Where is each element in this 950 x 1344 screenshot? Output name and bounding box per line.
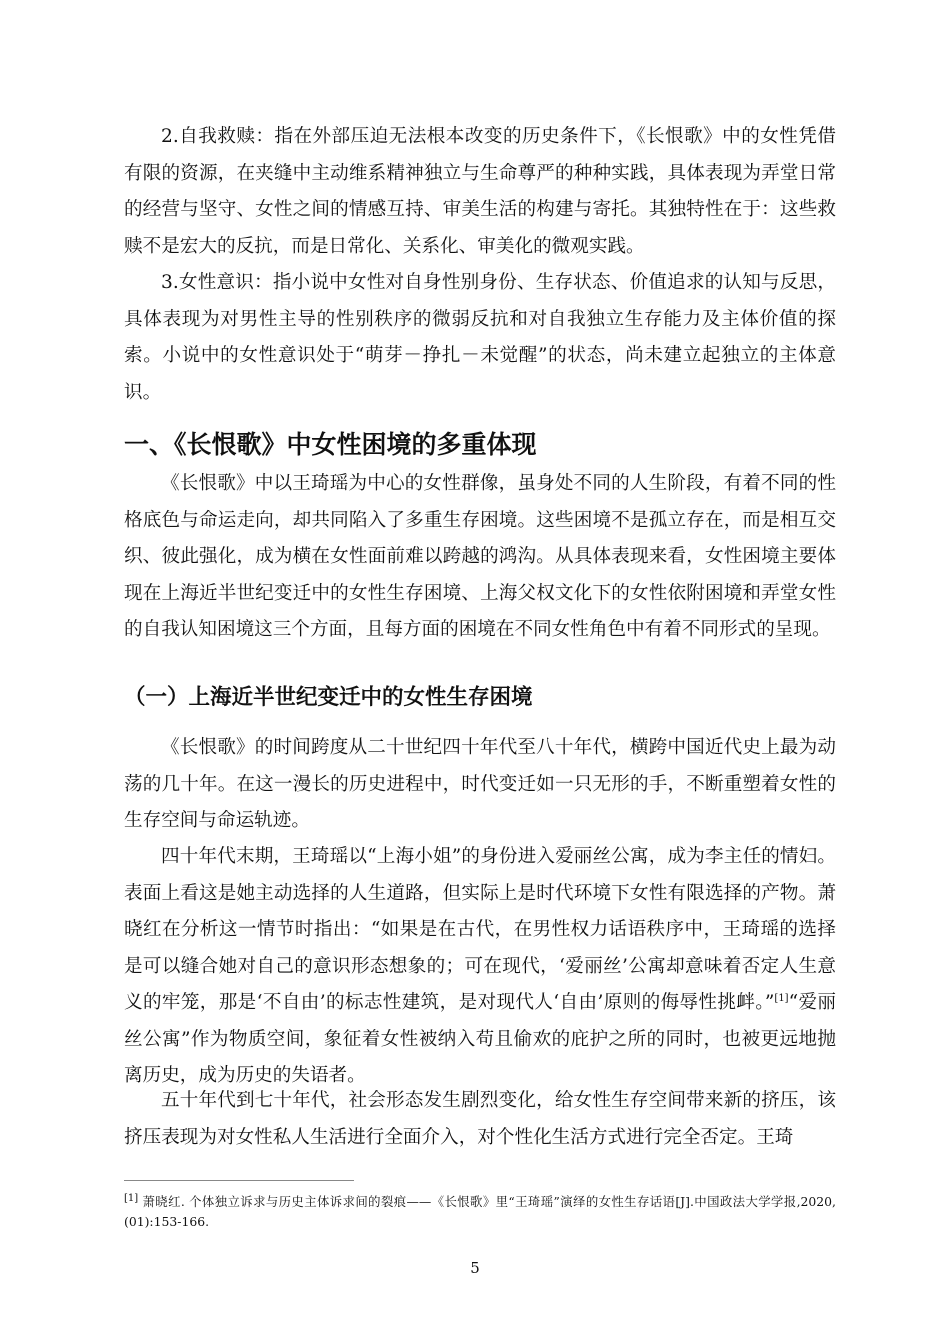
footnote-divider xyxy=(124,1180,354,1181)
subsection-heading-1: （一）上海近半世纪变迁中的女性生存困境 xyxy=(124,685,533,710)
paragraph-text: 四十年代末期，王琦瑶以“上海小姐”的身份进入爱丽丝公寓，成为李主任的情妇。表面上看这是她主动选择的人生道路，但实际上是时代环境下女性有限选择的产物。萧晓红在分析这一情节时指出：“如果是在古代，在男性权力话语秩序中，王琦瑶的选择是可以缝合她对自己的意识形态想象的；可在现代，‘爱丽丝’公寓却意味着否定人生意义的牢笼，那是‘不自由’的标志性建筑，是对现代人‘自由’原则的侮辱性挑衅。” xyxy=(124,846,836,1013)
paragraph-text: “爱丽丝公寓”作为物质空间，象征着女性被纳入苟且偷欢的庇护之所的同时，也被更远地抛离历史，成为历史的失语者。 xyxy=(124,992,836,1086)
footnote-text: 萧晓红. 个体独立诉求与历史主体诉求间的裂痕——《长恨歌》里“王琦瑶”演绎的女性生存话语[J].中国政法大学学报,2020,(01):153-166. xyxy=(124,1194,836,1229)
page-number: 5 xyxy=(470,1259,480,1277)
footnote-marker: [1] xyxy=(124,1192,139,1204)
definition-self-redemption: 2.自我救赎：指在外部压迫无法根本改变的历史条件下，《长恨歌》中的女性凭借有限的资源，在夹缝中主动维系精神独立与生命尊严的种种实践，具体表现为弄堂日常的经营与坚守、女性之间的情感互持、审美生活的构建与寄托。其独特性在于：这些救赎不是宏大的反抗，而是日常化、关系化、审美化的微观实践。 xyxy=(124,126,836,257)
section-1-intro: 《长恨歌》中以王琦瑶为中心的女性群像，虽身处不同的人生阶段，有着不同的性格底色与命运走向，却共同陷入了多重生存困境。这些困境不是孤立存在，而是相互交织、彼此强化，成为横在女性面前难以跨越的鸿沟。从具体表现来看，女性困境主要体现在上海近半世纪变迁中的女性生存困境、上海父权文化下的女性依附困境和弄堂女性的自我认知困境这三个方面，且每方面的困境在不同女性角色中有着不同形式的呈现。 xyxy=(124,473,836,640)
footnote-reference[interactable]: [1] xyxy=(774,992,789,1004)
section-heading-1: 一、《长恨歌》中女性困境的多重体现 xyxy=(124,430,537,459)
subsection-1-paragraph-3: 五十年代到七十年代，社会形态发生剧烈变化，给女性生存空间带来新的挤压，该挤压表现为对女性私人生活进行全面介入，对个性化生活方式进行完全否定。王琦 xyxy=(124,1090,836,1148)
definition-female-consciousness: 3.女性意识：指小说中女性对自身性别身份、生存状态、价值追求的认知与反思，具体表现为对男性主导的性别秩序的微弱反抗和对自我独立生存能力及主体价值的探索。小说中的女性意识处于“萌芽－挣扎－未觉醒”的状态，尚未建立起独立的主体意识。 xyxy=(124,272,836,403)
subsection-1-paragraph-1: 《长恨歌》的时间跨度从二十世纪四十年代至八十年代，横跨中国近代史上最为动荡的几十年。在这一漫长的历史进程中，时代变迁如一只无形的手，不断重塑着女性的生存空间与命运轨迹。 xyxy=(124,737,836,831)
footnote xyxy=(124,1192,836,1232)
subsection-1-paragraph-2 xyxy=(124,839,836,1095)
